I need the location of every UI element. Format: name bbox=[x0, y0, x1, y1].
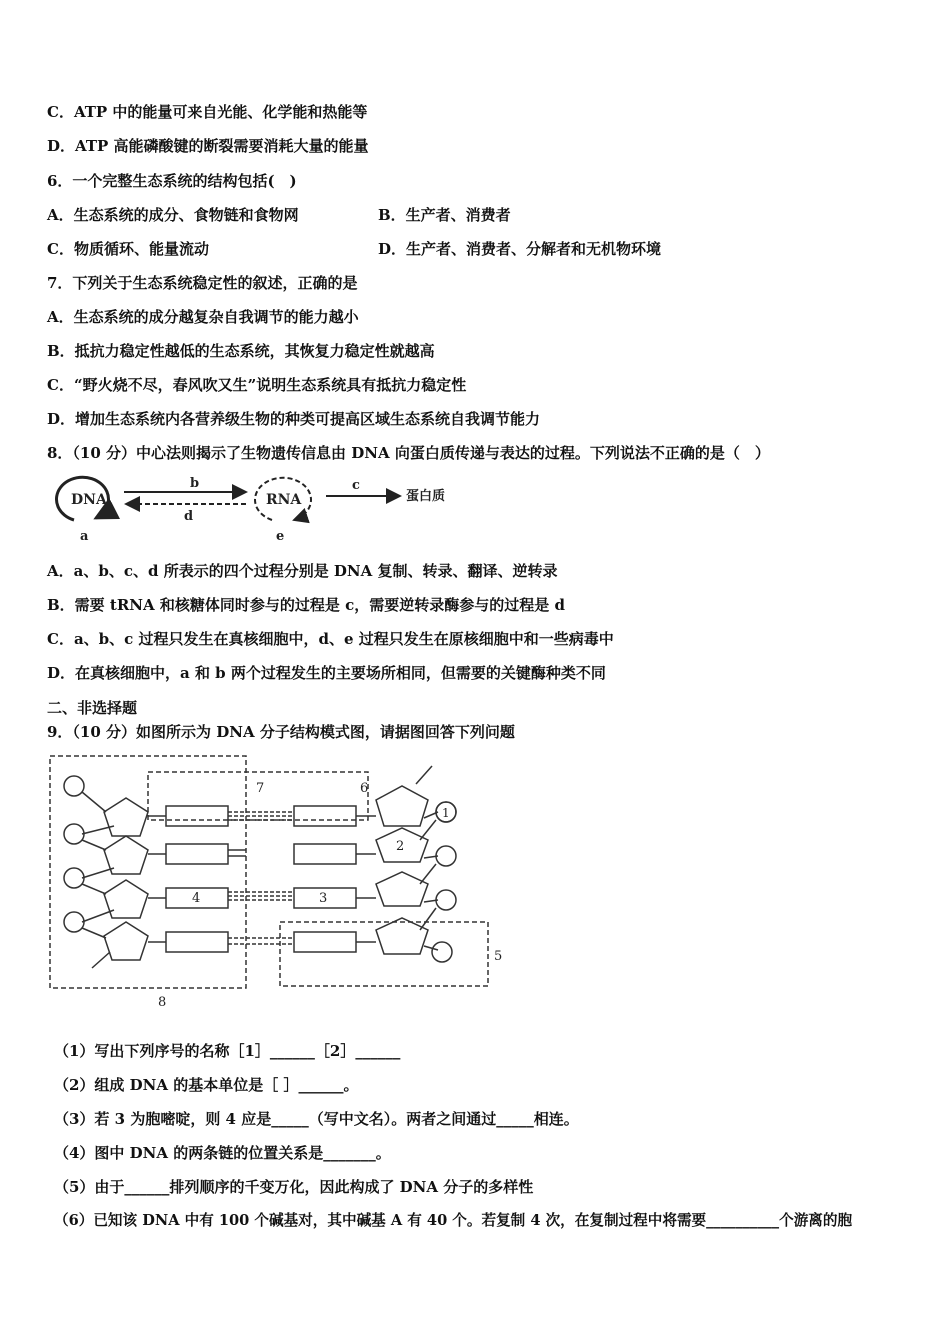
q9-sub-5: （5）由于______排列顺序的千变万化，因此构成了 DNA 分子的多样性 bbox=[54, 1178, 534, 1196]
label-3: 3 bbox=[319, 891, 328, 906]
q7-option-b: B．抵抗力稳定性越低的生态系统，其恢复力稳定性就越高 bbox=[47, 342, 435, 360]
dna-structure-figure bbox=[46, 754, 516, 1010]
q5-option-c: C．ATP 中的能量可来自光能、化学能和热能等 bbox=[47, 103, 368, 121]
rna-label: RNA bbox=[266, 492, 302, 508]
label-2: 2 bbox=[396, 839, 405, 854]
label-c: c bbox=[352, 478, 360, 493]
label-4: 4 bbox=[192, 891, 201, 906]
label-1: 1 bbox=[442, 806, 450, 820]
q7-stem: 7．下列关于生态系统稳定性的叙述，正确的是 bbox=[47, 274, 358, 292]
q9-sub-2: （2）组成 DNA 的基本单位是［ ］______。 bbox=[54, 1076, 359, 1094]
label-d: d bbox=[184, 509, 194, 524]
q7-option-a: A．生态系统的成分越复杂自我调节的能力越小 bbox=[47, 308, 359, 326]
q9-sub-1: （1）写出下列序号的名称［1］______［2］______ bbox=[54, 1042, 401, 1060]
q8-option-b: B．需要 tRNA 和核糖体同时参与的过程是 c，需要逆转录酶参与的过程是 d bbox=[47, 596, 565, 614]
central-dogma-figure bbox=[44, 472, 484, 546]
q9-sub-3: （3）若 3 为胞嘧啶，则 4 应是_____（写中文名）。两者之间通过_____相连。 bbox=[54, 1110, 579, 1128]
label-e: e bbox=[276, 529, 285, 544]
section-heading: 二、非选择题 bbox=[47, 699, 138, 717]
label-8: 8 bbox=[158, 995, 167, 1010]
label-6: 6 bbox=[360, 781, 369, 796]
q8-stem: 8．（10 分）中心法则揭示了生物遗传信息由 DNA 向蛋白质传递与表达的过程。下列说法不正确的是（ ） bbox=[47, 444, 770, 462]
q9-stem: 9．（10 分）如图所示为 DNA 分子结构模式图，请据图回答下列问题 bbox=[47, 723, 515, 741]
q7-option-c: C．“野火烧不尽，春风吹又生”说明生态系统具有抵抗力稳定性 bbox=[47, 376, 467, 394]
label-b: b bbox=[190, 476, 200, 491]
q9-sub-6: （6）已知该 DNA 中有 100 个碱基对，其中碱基 A 有 40 个。若复制 4 次，在复制过程中将需要__________个游离的胞 bbox=[54, 1212, 853, 1229]
q8-option-d: D．在真核细胞中，a 和 b 两个过程发生的主要场所相同，但需要的关键酶种类不同 bbox=[47, 664, 606, 682]
label-a: a bbox=[80, 529, 89, 544]
q6-option-a: A．生态系统的成分、食物链和食物网 bbox=[47, 206, 299, 224]
q6-option-c: C．物质循环、能量流动 bbox=[47, 240, 209, 258]
dna-label: DNA bbox=[71, 492, 107, 508]
q9-sub-4: （4）图中 DNA 的两条链的位置关系是_______。 bbox=[54, 1144, 391, 1162]
label-5: 5 bbox=[494, 949, 503, 964]
label-7: 7 bbox=[256, 781, 265, 796]
q5-option-d: D．ATP 高能磷酸键的断裂需要消耗大量的能量 bbox=[47, 137, 369, 155]
q6-option-d: D．生产者、消费者、分解者和无机物环境 bbox=[378, 240, 662, 258]
q6-stem: 6．一个完整生态系统的结构包括( ) bbox=[47, 172, 297, 190]
q7-option-d: D．增加生态系统内各营养级生物的种类可提高区域生态系统自我调节能力 bbox=[47, 410, 541, 428]
q8-option-c: C．a、b、c 过程只发生在真核细胞中，d、e 过程只发生在原核细胞中和一些病毒中 bbox=[47, 630, 614, 648]
protein-label: 蛋白质 bbox=[406, 489, 446, 504]
q8-option-a: A．a、b、c、d 所表示的四个过程分别是 DNA 复制、转录、翻译、逆转录 bbox=[47, 562, 558, 580]
q6-option-b: B．生产者、消费者 bbox=[378, 206, 511, 224]
